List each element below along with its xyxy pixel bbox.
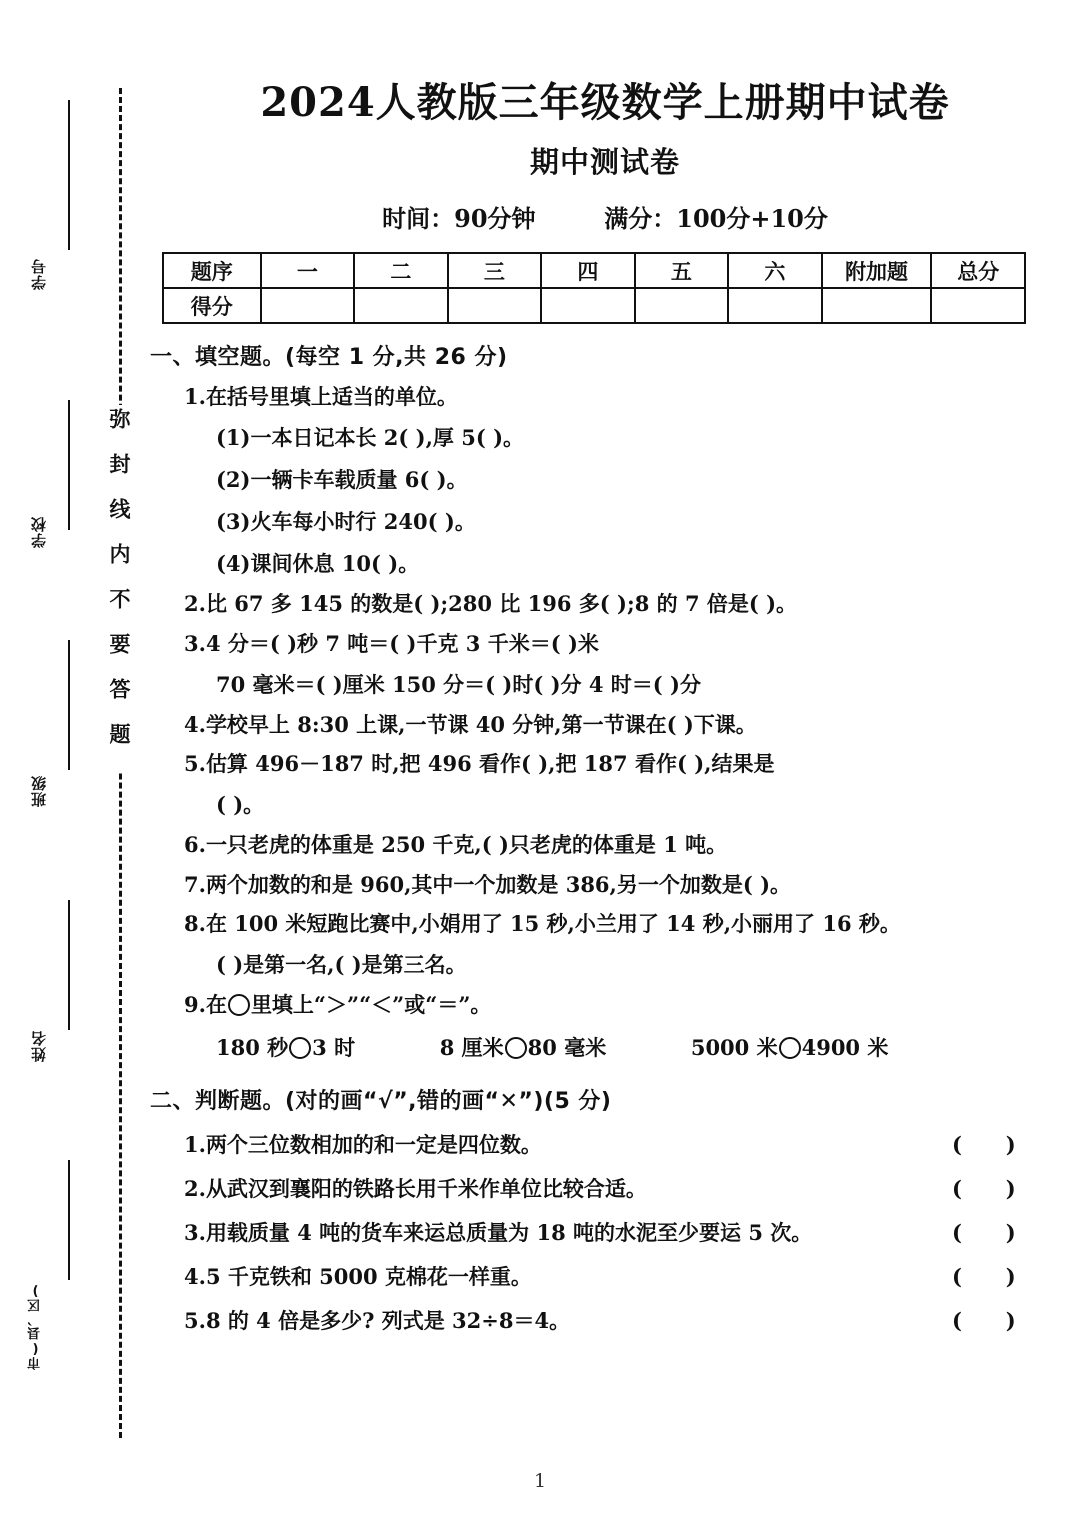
- page-subtitle: 期中测试卷: [529, 145, 680, 179]
- judgement-1: [150, 1129, 1060, 1159]
- score-table-row-label: 得分: [163, 288, 261, 323]
- question-7-number: 7.: [184, 871, 206, 897]
- score-cell-total[interactable]: [931, 288, 1025, 323]
- question-9-number: 9.: [184, 992, 206, 1017]
- judgement-1-number: 1.: [184, 1132, 206, 1158]
- question-9: [150, 992, 1060, 1018]
- question-1-text: 在括号里填上适当的单位。: [205, 384, 458, 409]
- sealing-margin-area: [0, 0, 150, 1527]
- judgement-2-number: 2.: [184, 1176, 206, 1202]
- question-4-text: 学校早上 8:30 上课,一节课 40 分钟,第一节课在( )下课。: [205, 711, 757, 737]
- score-cell-2[interactable]: [354, 288, 448, 323]
- section-heading-judgement: 二、判断题。(对的画“√”,错的画“✕”)(5 分): [150, 1089, 612, 1115]
- judgement-1-text: 两个三位数相加的和一定是四位数。: [205, 1132, 542, 1158]
- judgement-4-number: 4.: [184, 1264, 206, 1290]
- question-1-sub-2[interactable]: (2)一辆卡车载质量 6( )。: [216, 467, 468, 493]
- margin-label-class: 班级: [30, 775, 48, 807]
- comparison-1-right: 3 时: [312, 1035, 356, 1061]
- question-7[interactable]: [150, 872, 1060, 898]
- score-table-header-6: 六: [728, 253, 822, 288]
- page-number: 1: [533, 1470, 547, 1492]
- question-8: [150, 911, 1060, 937]
- score-cell-5[interactable]: [635, 288, 729, 323]
- question-8-line-1: 在 100 米短跑比赛中,小娟用了 15 秒,小兰用了 14 秒,小丽用了 16 秒。: [205, 910, 901, 936]
- comparison-3-right: 4900 米: [801, 1035, 889, 1061]
- margin-rule-3: [68, 640, 70, 770]
- margin-label-student-id: 学号: [30, 258, 48, 290]
- question-3-number: 3.: [184, 630, 206, 656]
- comparison-1-circle-icon[interactable]: [289, 1037, 311, 1059]
- judgement-1-answer-box[interactable]: ( ): [952, 1132, 1016, 1158]
- question-5-line-1: 估算 496－187 时,把 496 看作( ),把 187 看作( ),结果是: [205, 751, 775, 776]
- question-4-number: 4.: [184, 711, 206, 737]
- margin-label-city: 市(县、区): [28, 1282, 43, 1370]
- circle-icon: [228, 994, 250, 1016]
- page-title: 2024人教版三年级数学上册期中试卷: [260, 79, 950, 126]
- question-6-text: 一只老虎的体重是 250 千克,( )只老虎的体重是 1 吨。: [205, 832, 728, 858]
- question-8-number: 8.: [184, 910, 206, 936]
- question-1-number: 1.: [184, 384, 206, 409]
- judgement-3: [150, 1217, 1060, 1247]
- judgement-5-text-wrap: [184, 1305, 570, 1335]
- question-8-line-2[interactable]: ( )是第一名,( )是第三名。: [216, 952, 467, 977]
- judgement-5-text: 8 的 4 倍是多少? 列式是 32÷8＝4。: [205, 1308, 571, 1334]
- question-1-sub-1[interactable]: (1)一本日记本长 2( ),厚 5( )。: [216, 425, 525, 451]
- judgement-5-number: 5.: [184, 1308, 206, 1334]
- comparison-2-left: 8 厘米: [439, 1035, 504, 1061]
- question-2-number: 2.: [184, 591, 206, 617]
- exam-paper-content: [150, 0, 1060, 1527]
- question-2-text: 比 67 多 145 的数是( );280 比 196 多( );8 的 7 倍是( )。: [205, 591, 798, 617]
- question-1-sub-3[interactable]: (3)火车每小时行 240( )。: [216, 509, 476, 535]
- question-2[interactable]: [150, 591, 1060, 617]
- sealing-line-text: 弥封线内不要答题: [104, 405, 134, 771]
- judgement-4-text: 5 千克铁和 5000 克棉花一样重。: [205, 1264, 532, 1290]
- score-cell-4[interactable]: [541, 288, 635, 323]
- score-table-header-2: 二: [354, 253, 448, 288]
- judgement-3-text: 用载质量 4 吨的货车来运总质量为 18 吨的水泥至少要运 5 次。: [205, 1220, 813, 1246]
- margin-label-school: 学校: [30, 516, 48, 548]
- score-table-header-total: 总分: [931, 253, 1025, 288]
- margin-rule-4: [68, 900, 70, 1030]
- question-1: [150, 384, 1060, 410]
- question-3-line-1: 4 分＝( )秒 7 吨＝( )千克 3 千米＝( )米: [205, 630, 599, 656]
- judgement-2: [150, 1173, 1060, 1203]
- score-table-header-row: [163, 253, 1025, 288]
- judgement-4-answer-box[interactable]: ( ): [952, 1264, 1016, 1290]
- score-cell-extra[interactable]: [822, 288, 932, 323]
- question-5[interactable]: [150, 751, 1060, 777]
- score-table-header-3: 三: [448, 253, 542, 288]
- exam-time-label: 时间：90分钟: [382, 204, 536, 233]
- question-1-sub-4[interactable]: (4)课间休息 10( )。: [216, 551, 420, 577]
- comparison-3-left: 5000 米: [690, 1035, 778, 1061]
- judgement-3-text-wrap: [184, 1217, 812, 1247]
- margin-rule-2: [68, 400, 70, 530]
- score-table-header-1: 一: [261, 253, 355, 288]
- judgement-3-number: 3.: [184, 1220, 206, 1246]
- score-table-value-row: [163, 288, 1025, 323]
- section-heading-fill-blank: 一、填空题。(每空 1 分,共 26 分): [150, 345, 508, 370]
- margin-label-name: 姓名: [30, 1030, 48, 1062]
- score-cell-3[interactable]: [448, 288, 542, 323]
- question-4[interactable]: [150, 712, 1060, 738]
- question-9-text-after: 里填上“＞”“＜”或“＝”。: [250, 992, 492, 1017]
- score-table-header-label: 题序: [163, 253, 261, 288]
- margin-rule-1: [68, 100, 70, 250]
- question-5-number: 5.: [184, 751, 206, 776]
- comparison-2-circle-icon[interactable]: [505, 1037, 527, 1059]
- question-3[interactable]: [150, 631, 1060, 657]
- judgement-3-answer-box[interactable]: ( ): [952, 1220, 1016, 1246]
- exam-meta-line: [150, 181, 1060, 234]
- question-6-number: 6.: [184, 832, 206, 858]
- judgement-2-text: 从武汉到襄阳的铁路长用千米作单位比较合适。: [205, 1176, 647, 1202]
- score-cell-1[interactable]: [261, 288, 355, 323]
- judgement-2-text-wrap: [184, 1173, 647, 1203]
- judgement-5-answer-box[interactable]: ( ): [952, 1308, 1016, 1334]
- comparison-2-right: 80 毫米: [527, 1035, 607, 1061]
- judgement-2-answer-box[interactable]: ( ): [952, 1176, 1016, 1202]
- judgement-4-text-wrap: [184, 1261, 532, 1291]
- comparison-3-circle-icon[interactable]: [779, 1037, 801, 1059]
- judgement-1-text-wrap: [184, 1129, 542, 1159]
- score-table-header-5: 五: [635, 253, 729, 288]
- question-9-comparisons[interactable]: [150, 1032, 1060, 1062]
- score-table-header-4: 四: [541, 253, 635, 288]
- question-9-text-before: 在: [205, 992, 227, 1017]
- question-5-line-2[interactable]: ( )。: [216, 792, 265, 818]
- margin-rule-5: [68, 1160, 70, 1280]
- exam-total-score-label: 满分：100分+10分: [604, 204, 828, 233]
- question-3-line-2[interactable]: 70 毫米＝( )厘米 150 分＝( )时( )分 4 时＝( )分: [216, 671, 701, 697]
- judgement-4: [150, 1261, 1060, 1291]
- question-7-text: 两个加数的和是 960,其中一个加数是 386,另一个加数是( )。: [205, 871, 792, 897]
- question-6[interactable]: [150, 832, 1060, 858]
- score-table: [162, 252, 1026, 324]
- score-cell-6[interactable]: [728, 288, 822, 323]
- judgement-5: [150, 1305, 1060, 1335]
- comparison-1-left: 180 秒: [216, 1035, 289, 1061]
- score-table-header-extra: 附加题: [822, 253, 932, 288]
